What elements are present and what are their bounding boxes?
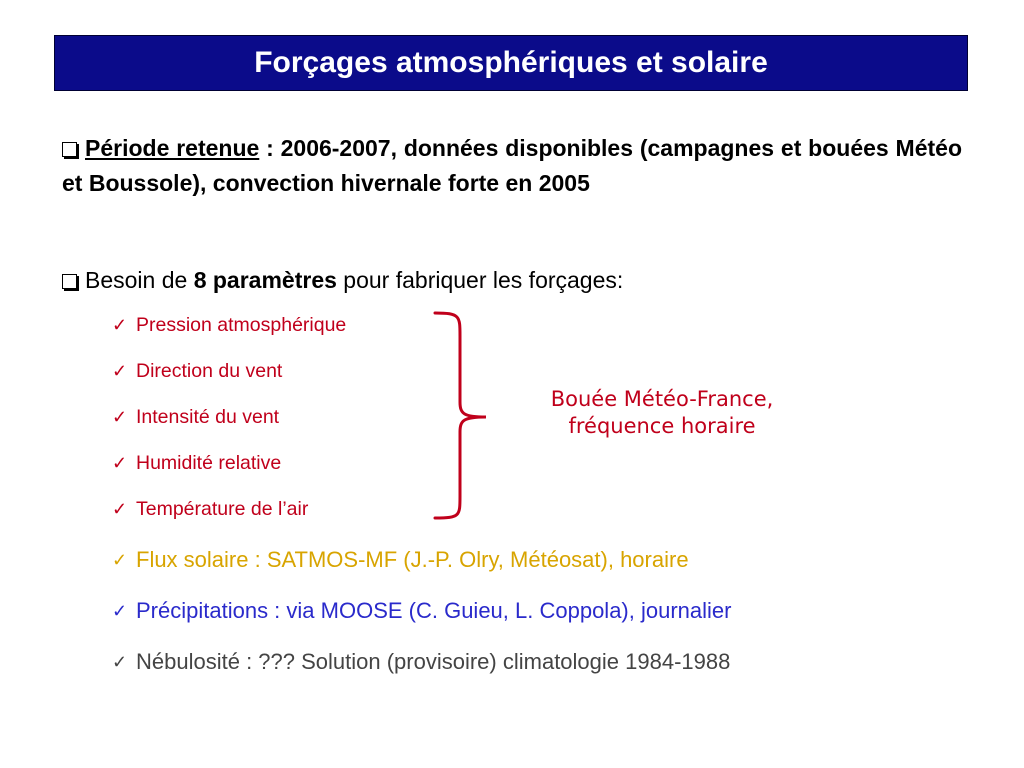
buoy-note-line2: fréquence horaire: [568, 414, 756, 438]
list-item-nebulosite: [112, 649, 730, 675]
check-icon: ✓: [112, 315, 128, 335]
slide-title: Forçages atmosphériques et solaire: [254, 46, 768, 79]
list-item-intensite-vent: [112, 406, 279, 429]
list-item-temperature: [112, 498, 308, 521]
list-item-precipitations: [112, 598, 731, 624]
list-item-label: Flux solaire : SATMOS-MF (J.-P. Olry, Météosat), horaire: [136, 547, 689, 572]
list-item-pression: [112, 314, 346, 337]
list-item-label: Précipitations : via MOOSE (C. Guieu, L. Coppola), journalier: [136, 598, 732, 623]
check-icon: ✓: [112, 361, 128, 381]
check-icon: ✓: [112, 549, 128, 570]
right-brace-icon: [430, 310, 500, 522]
title-bar: [54, 35, 968, 91]
list-item-label: Intensité du vent: [136, 406, 280, 428]
list-item-flux-solaire: [112, 547, 689, 573]
period-paragraph: [62, 131, 962, 201]
parameters-prefix: Besoin de: [85, 267, 194, 293]
list-item-label: Température de l’air: [136, 498, 309, 520]
list-item-label: Direction du vent: [136, 360, 283, 382]
square-bullet-icon: [62, 142, 77, 157]
period-text: : 2006-2007, données disponibles (campagnes et bouées Météo et Boussole), convection hivernale forte en 2005: [62, 135, 962, 196]
check-icon: ✓: [112, 600, 128, 621]
list-item-label: Humidité relative: [136, 452, 282, 474]
list-item-label: Pression atmosphérique: [136, 314, 347, 336]
square-bullet-icon: [62, 274, 77, 289]
buoy-source-note: [512, 386, 812, 440]
list-item-humidite: [112, 452, 281, 475]
check-icon: ✓: [112, 453, 128, 473]
parameters-count: 8 paramètres: [193, 267, 337, 293]
parameters-suffix: pour fabriquer les forçages:: [336, 267, 624, 293]
buoy-note-line1: Bouée Météo-France,: [550, 387, 774, 411]
period-label: Période retenue: [85, 135, 260, 161]
check-icon: ✓: [112, 651, 128, 672]
check-icon: ✓: [112, 499, 128, 519]
check-icon: ✓: [112, 407, 128, 427]
list-item-label: Nébulosité : ??? Solution (provisoire) climatologie 1984-1988: [136, 649, 731, 674]
list-item-direction-vent: [112, 360, 282, 383]
parameters-paragraph: [62, 264, 623, 296]
